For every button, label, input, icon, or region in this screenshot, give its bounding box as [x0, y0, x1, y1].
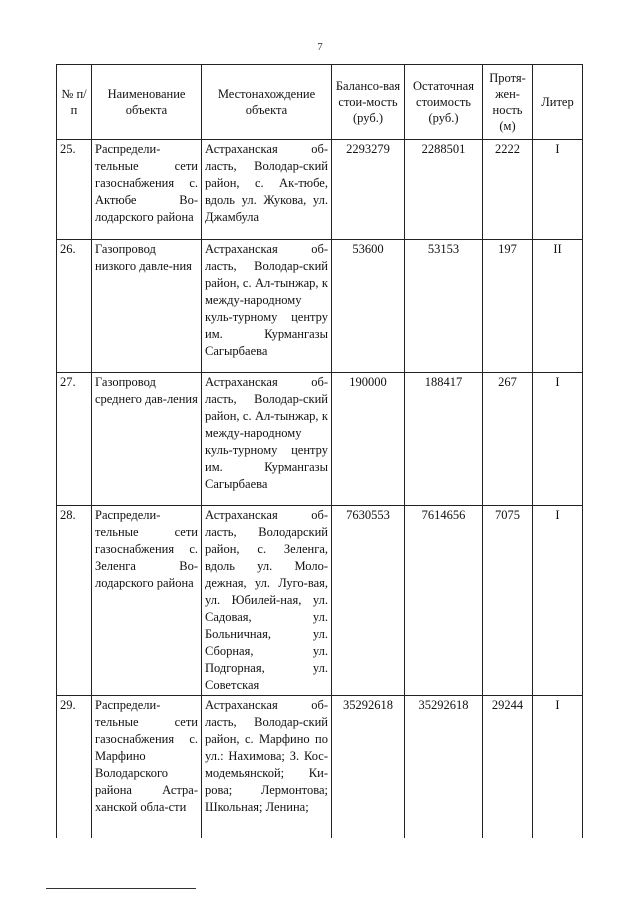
length-value: 7075 — [483, 506, 533, 696]
object-location: Астраханская об-ласть, Володар-ский район, с. Ал-тынжар, к между-народному куль-турному центру им. Курмангазы Сагырбаева — [202, 240, 332, 373]
table-row — [57, 506, 583, 696]
table-row — [57, 696, 583, 839]
object-location: Астраханская об-ласть, Володар-ский район, с. Ал-тынжар, к между-народному куль-турному центру им. Курмангазы Сагырбаева — [202, 373, 332, 506]
header-location: Местонахождение объекта — [202, 65, 332, 140]
length-value: 197 — [483, 240, 533, 373]
object-name: Газопровод среднего дав-ления — [92, 373, 202, 506]
row-number: 27. — [57, 373, 92, 506]
footer-divider — [46, 888, 196, 889]
length-value: 267 — [483, 373, 533, 506]
length-value: 2222 — [483, 140, 533, 240]
table-row — [57, 240, 583, 373]
liter-value: I — [533, 506, 583, 696]
header-num: № п/п — [57, 65, 92, 140]
liter-value: II — [533, 240, 583, 373]
header-balance-value: Балансо-вая стои-мость (руб.) — [332, 65, 405, 140]
residual-value: 2288501 — [405, 140, 483, 240]
row-number: 25. — [57, 140, 92, 240]
row-number: 28. — [57, 506, 92, 696]
page-number: 7 — [317, 41, 323, 53]
table-row — [57, 373, 583, 506]
object-name: Распредели-тельные сети газоснабжения с. Зеленга Во-лодарского района — [92, 506, 202, 696]
residual-value: 7614656 — [405, 506, 483, 696]
object-location: Астраханская об-ласть, Володар-ский район, с. Ак-тюбе, вдоль ул. Жукова, ул. Джамбула — [202, 140, 332, 240]
balance-value: 53600 — [332, 240, 405, 373]
table-header-row — [57, 65, 583, 140]
header-length: Протя-жен-ность (м) — [483, 65, 533, 140]
header-liter: Литер — [533, 65, 583, 140]
object-name: Газопровод низкого давле-ния — [92, 240, 202, 373]
object-location: Астраханская об-ласть, Володарский район, с. Зеленга, вдоль ул. Моло-дежная, ул. Луго-вая, ул. Юбилей-ная, ул. Садовая, ул. Больничная, ул. Сборная, ул. Подгорная, ул. Советская — [202, 506, 332, 696]
balance-value: 190000 — [332, 373, 405, 506]
liter-value: I — [533, 140, 583, 240]
object-name: Распредели-тельные сети газоснабжения с. Актюбе Во-лодарского района — [92, 140, 202, 240]
length-value: 29244 — [483, 696, 533, 839]
header-name: Наименование объекта — [92, 65, 202, 140]
object-name: Распредели-тельные сети газоснабжения с. Марфино Володарского района Астра-ханской обла-сти — [92, 696, 202, 839]
liter-value: I — [533, 696, 583, 839]
balance-value: 2293279 — [332, 140, 405, 240]
liter-value: I — [533, 373, 583, 506]
residual-value: 188417 — [405, 373, 483, 506]
residual-value: 35292618 — [405, 696, 483, 839]
residual-value: 53153 — [405, 240, 483, 373]
row-number: 26. — [57, 240, 92, 373]
row-number: 29. — [57, 696, 92, 839]
balance-value: 7630553 — [332, 506, 405, 696]
gas-network-registry-table — [56, 64, 583, 838]
table-row — [57, 140, 583, 240]
object-location: Астраханская об-ласть, Володар-ский район, с. Марфино по ул.: Нахимова; З. Кос-модемьянской; Ки-рова; Лермонтова; Школьная; Ленина; — [202, 696, 332, 839]
balance-value: 35292618 — [332, 696, 405, 839]
header-residual-value: Остаточная стоимость (руб.) — [405, 65, 483, 140]
